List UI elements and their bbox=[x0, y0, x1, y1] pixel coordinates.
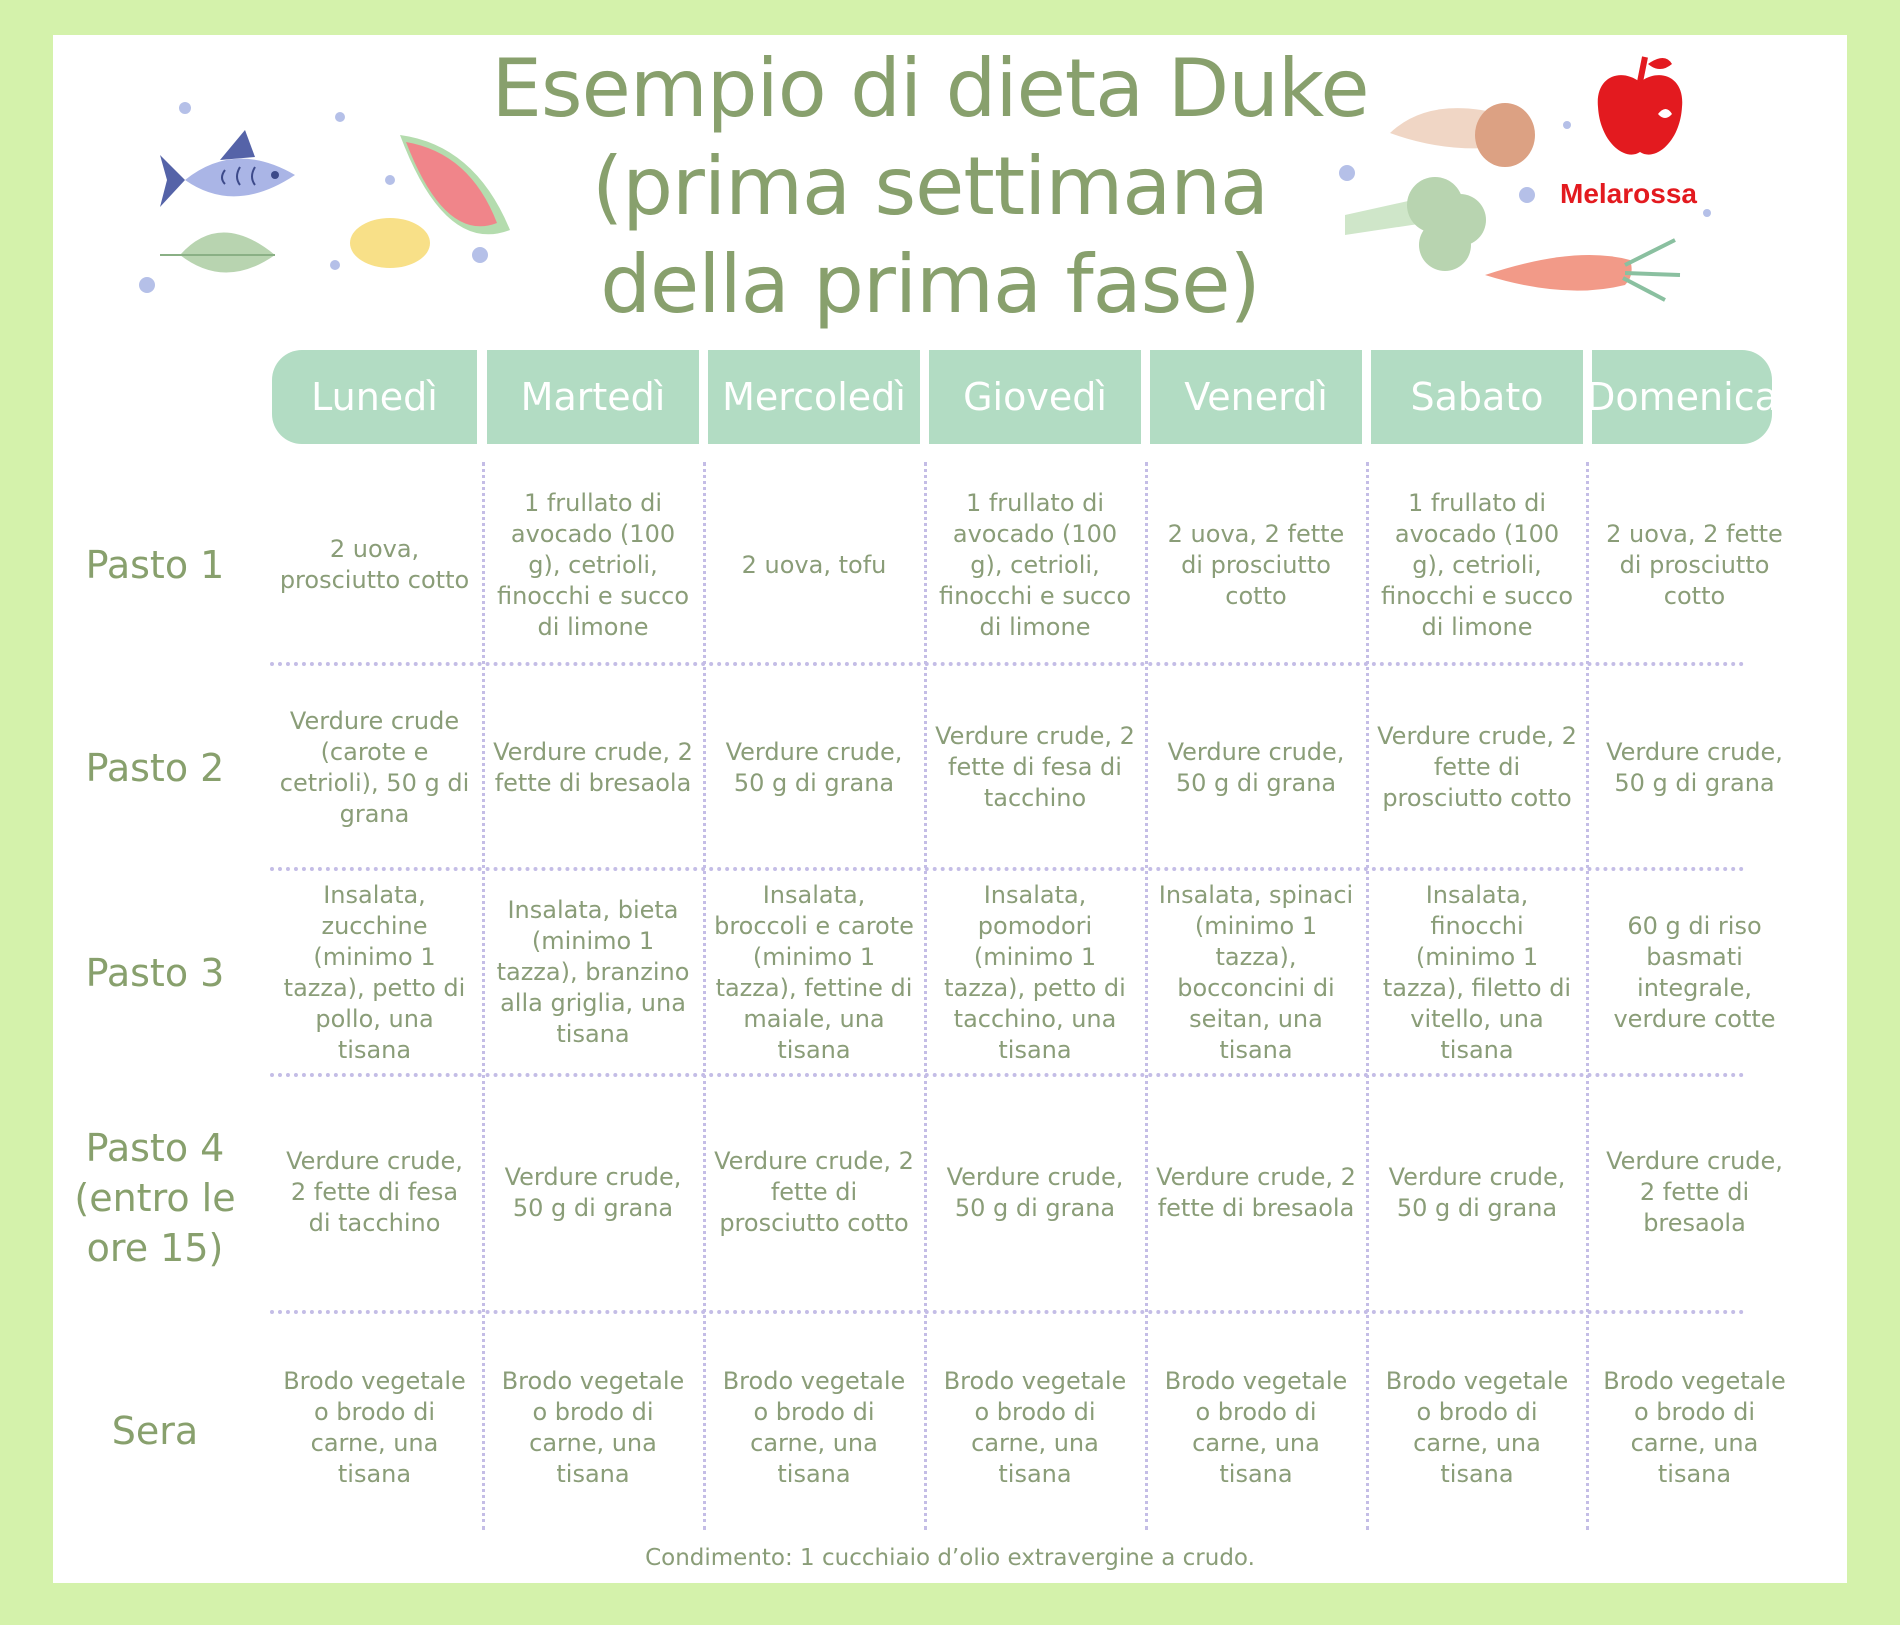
meal-cell: Verdure crude, 2 fette di prosciutto cotto bbox=[714, 1147, 914, 1237]
column-divider bbox=[1586, 462, 1589, 1530]
meal-cell: Verdure crude, 2 fette di bresaola bbox=[1606, 1147, 1783, 1237]
meal-cell: Verdure crude (carote e cetrioli), 50 g di grana bbox=[279, 706, 470, 828]
title-line-2: (prima settimana bbox=[591, 140, 1269, 233]
food-illustration-right bbox=[1335, 95, 1755, 325]
meal-cell: Verdure crude, 50 g di grana bbox=[1167, 737, 1345, 797]
brand-logo-text: Melarossa bbox=[1560, 178, 1697, 209]
meal-cell: 60 g di riso basmati integrale, verdure cotte bbox=[1613, 911, 1776, 1033]
meal-cell: Verdure crude, 2 fette di prosciutto cotto bbox=[1377, 722, 1577, 812]
meal-cell: 2 uova, 2 fette di prosciutto cotto bbox=[1606, 519, 1783, 610]
mushroom-icon bbox=[1390, 103, 1535, 167]
meal-cell: 2 uova, prosciutto cotto bbox=[279, 535, 470, 594]
day-header-tuesday: Martedì bbox=[487, 350, 699, 444]
row-divider bbox=[270, 867, 1745, 871]
meal-cell: Verdure crude, 50 g di grana bbox=[1606, 737, 1783, 797]
meal-cell: Insalata, zucchine (minimo 1 tazza), petto di pollo, una tisana bbox=[283, 880, 466, 1064]
meal-cell: Brodo vegetale o brodo di carne, una tisana bbox=[1603, 1367, 1786, 1488]
meal-cell: 1 frullato di avocado (100 g), cetrioli, finocchi e succo di limone bbox=[496, 488, 690, 641]
lemon-icon bbox=[350, 218, 430, 268]
apple-icon bbox=[1590, 52, 1690, 172]
day-header-monday: Lunedì bbox=[272, 350, 477, 444]
row-label-pasto-2: Pasto 2 bbox=[85, 745, 225, 790]
meal-cell: Brodo vegetale o brodo di carne, una tisana bbox=[1385, 1367, 1569, 1488]
row-label-pasto-1: Pasto 1 bbox=[85, 543, 225, 587]
day-header-sunday: Domenica bbox=[1592, 350, 1772, 444]
meal-cell: Insalata, pomodori (minimo 1 tazza), petto di tacchino, una tisana bbox=[944, 880, 1126, 1064]
meal-cell: 1 frullato di avocado (100 g), cetrioli, finocchi e succo di limone bbox=[1380, 488, 1574, 641]
footnote-condiment: Condimento: 1 cucchiaio d’olio extravergine a crudo. bbox=[645, 1545, 1255, 1571]
meal-cell: Insalata, spinaci (minimo 1 tazza), bocconcini di seitan, una tisana bbox=[1158, 880, 1354, 1064]
meal-cell: Insalata, bieta (minimo 1 tazza), branzino alla griglia, una tisana bbox=[496, 896, 690, 1048]
column-divider bbox=[1145, 462, 1148, 1530]
meal-cell: 2 uova, tofu bbox=[741, 550, 887, 579]
column-divider bbox=[1366, 462, 1369, 1530]
day-header-wednesday: Mercoledì bbox=[708, 350, 920, 444]
meal-cell: 1 frullato di avocado (100 g), cetrioli, finocchi e succo di limone bbox=[938, 488, 1132, 641]
meal-cell: 2 uova, 2 fette di prosciutto cotto bbox=[1167, 519, 1345, 610]
meal-cell: Insalata, finocchi (minimo 1 tazza), filetto di vitello, una tisana bbox=[1382, 880, 1572, 1064]
row-divider bbox=[270, 662, 1745, 666]
row-divider bbox=[270, 1073, 1745, 1077]
meal-cell: Brodo vegetale o brodo di carne, una tisana bbox=[1164, 1367, 1348, 1488]
meal-cell: Verdure crude, 2 fette di fesa di tacchino bbox=[935, 722, 1135, 812]
title-line-3: della prima fase) bbox=[600, 238, 1260, 331]
row-label-pasto-3: Pasto 3 bbox=[85, 950, 225, 995]
meal-cell: Verdure crude, 50 g di grana bbox=[946, 1162, 1124, 1222]
page-title bbox=[470, 40, 1390, 334]
meal-cell: Brodo vegetale o brodo di carne, una tisana bbox=[943, 1367, 1127, 1488]
meal-cell: Brodo vegetale o brodo di carne, una tisana bbox=[722, 1367, 906, 1488]
title-line-1: Esempio di dieta Duke bbox=[491, 42, 1369, 135]
leaf-icon bbox=[160, 233, 275, 273]
meal-cell: Verdure crude, 50 g di grana bbox=[1388, 1162, 1566, 1222]
column-divider bbox=[703, 462, 706, 1530]
carrot-icon bbox=[1485, 240, 1680, 300]
row-label-sera: Sera bbox=[111, 1408, 199, 1453]
meal-cell: Verdure crude, 2 fette di fesa di tacchino bbox=[286, 1147, 463, 1237]
column-divider bbox=[482, 462, 485, 1530]
meal-cell: Verdure crude, 2 fette di bresaola bbox=[1156, 1162, 1356, 1222]
meal-cell: Insalata, broccoli e carote (minimo 1 tazza), fettine di maiale, una tisana bbox=[714, 880, 914, 1064]
meal-cell: Brodo vegetale o brodo di carne, una tisana bbox=[283, 1367, 466, 1488]
meal-cell: Verdure crude, 50 g di grana bbox=[504, 1162, 682, 1222]
day-header-friday: Venerdì bbox=[1150, 350, 1362, 444]
column-divider bbox=[924, 462, 927, 1530]
day-header-thursday: Giovedì bbox=[929, 350, 1141, 444]
row-divider bbox=[270, 1310, 1745, 1314]
fish-icon bbox=[160, 130, 295, 207]
meal-cell: Verdure crude, 2 fette di bresaola bbox=[493, 737, 693, 797]
day-header-saturday: Sabato bbox=[1371, 350, 1583, 444]
meal-cell: Verdure crude, 50 g di grana bbox=[725, 737, 903, 797]
row-label-pasto-4: Pasto 4 (entro le ore 15) bbox=[74, 1125, 236, 1270]
meal-cell: Brodo vegetale o brodo di carne, una tisana bbox=[501, 1367, 685, 1488]
